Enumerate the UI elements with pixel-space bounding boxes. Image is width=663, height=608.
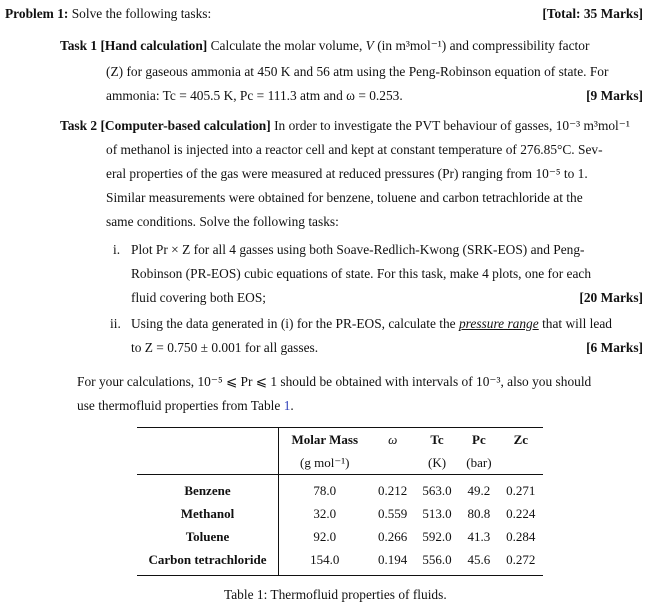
header-zc: Zc bbox=[513, 432, 529, 447]
task2-line2: of methanol is injected into a reactor cell and kept at constant temperature of 276.85°C. Sev- bbox=[106, 142, 603, 157]
header-omega: ω bbox=[388, 432, 398, 447]
task1-marks: [9 Marks] bbox=[586, 88, 643, 103]
cell-omega: 0.266 bbox=[378, 529, 408, 544]
header-molar-mass: Molar Mass bbox=[291, 432, 359, 447]
problem-header bbox=[5, 2, 211, 26]
item1-marks: [20 Marks] bbox=[579, 290, 643, 305]
item2-marks: [6 Marks] bbox=[586, 340, 643, 355]
cell-pc: 41.3 bbox=[467, 529, 491, 544]
task1-line1 bbox=[60, 34, 589, 58]
unit-zc bbox=[499, 451, 543, 475]
note-line2 bbox=[77, 394, 294, 418]
task1-text-b: and compressibility factor bbox=[449, 38, 590, 53]
table-corner bbox=[137, 428, 279, 452]
cell-tc: 563.0 bbox=[422, 483, 452, 498]
task1-text-a: Calculate the molar volume, bbox=[210, 38, 363, 53]
problem-text: Solve the following tasks: bbox=[71, 6, 212, 21]
row-name: Methanol bbox=[137, 502, 279, 525]
item1-line3: fluid covering both EOS; bbox=[131, 290, 267, 305]
item2-text-a: Using the data generated in (i) for the PR-EOS, calculate the bbox=[131, 316, 456, 331]
row-name: Toluene bbox=[137, 525, 279, 548]
item1-number: i. bbox=[113, 242, 121, 257]
total-marks: [Total: 35 Marks] bbox=[542, 6, 643, 21]
cell-omega: 0.194 bbox=[378, 552, 408, 567]
task1-unit: (in m³mol⁻¹) bbox=[377, 38, 447, 53]
task1-label: Task 1 bbox=[60, 38, 98, 53]
task1-line3: ammonia: Tc = 405.5 K, Pc = 111.3 atm and ω = 0.253. bbox=[106, 88, 403, 103]
cell-tc: 592.0 bbox=[422, 529, 452, 544]
thermofluid-table bbox=[137, 427, 543, 576]
item2-text-b: that will lead bbox=[542, 316, 612, 331]
cell-molar-mass: 154.0 bbox=[310, 552, 340, 567]
unit-molar-mass: (g mol⁻¹) bbox=[279, 451, 371, 475]
task2-label: Task 2 bbox=[60, 118, 98, 133]
table-row bbox=[137, 525, 543, 548]
cell-zc: 0.271 bbox=[506, 483, 536, 498]
note-period: . bbox=[290, 398, 294, 413]
item2-line2: to Z = 0.750 ± 0.001 for all gasses. bbox=[131, 340, 319, 355]
cell-molar-mass: 32.0 bbox=[313, 506, 337, 521]
cell-zc: 0.272 bbox=[506, 552, 536, 567]
task1-line2: (Z) for gaseous ammonia at 450 K and 56 atm using the Peng-Robinson equation of state. For bbox=[106, 64, 609, 79]
cell-tc: 556.0 bbox=[422, 552, 452, 567]
task2-text-1: In order to investigate the PVT behaviour of gasses, 10⁻³ m³mol⁻¹ bbox=[274, 118, 630, 133]
unit-tc: (K) bbox=[415, 451, 459, 475]
cell-pc: 49.2 bbox=[467, 483, 491, 498]
task2-line3: eral properties of the gas were measured at reduced pressures (Pr) ranging from 10⁻⁵ to 1. bbox=[106, 166, 588, 181]
task2-line1 bbox=[60, 114, 630, 138]
cell-molar-mass: 92.0 bbox=[313, 529, 337, 544]
table-header-row bbox=[137, 428, 543, 452]
problem-label: Problem 1: bbox=[5, 6, 69, 21]
task2-line4: Similar measurements were obtained for benzene, toluene and carbon tetrachloride at the bbox=[106, 190, 583, 205]
cell-pc: 45.6 bbox=[467, 552, 491, 567]
item1-line2: Robinson (PR-EOS) cubic equations of state. For this task, make 4 plots, one for each bbox=[131, 266, 592, 281]
item2-pressure-range: pressure range bbox=[458, 316, 539, 331]
note-line1: For your calculations, 10⁻⁵ ⩽ Pr ⩽ 1 should be obtained with intervals of 10⁻³, also you should bbox=[77, 374, 592, 389]
cell-omega: 0.212 bbox=[378, 483, 408, 498]
note-text: use thermofluid properties from Table bbox=[77, 398, 281, 413]
cell-tc: 513.0 bbox=[422, 506, 452, 521]
table-units-row bbox=[137, 451, 543, 475]
cell-omega: 0.559 bbox=[378, 506, 408, 521]
row-name: Carbon tetrachloride bbox=[137, 548, 279, 576]
table-row bbox=[137, 475, 543, 503]
table-row bbox=[137, 548, 543, 576]
table-row bbox=[137, 502, 543, 525]
table-reference-link[interactable]: 1 bbox=[283, 398, 291, 413]
cell-zc: 0.284 bbox=[506, 529, 536, 544]
task2-line5: same conditions. Solve the following tasks: bbox=[106, 214, 339, 229]
task1-var-v: V bbox=[365, 38, 374, 53]
task1-title: [Hand calculation] bbox=[100, 38, 208, 53]
item2-line1 bbox=[131, 312, 612, 336]
header-pc: Pc bbox=[472, 432, 486, 447]
cell-molar-mass: 78.0 bbox=[313, 483, 337, 498]
cell-pc: 80.8 bbox=[467, 506, 491, 521]
table-caption: Table 1: Thermofluid properties of fluids. bbox=[224, 587, 447, 602]
units-corner bbox=[137, 451, 279, 475]
cell-zc: 0.224 bbox=[506, 506, 536, 521]
unit-pc: (bar) bbox=[459, 451, 498, 475]
row-name: Benzene bbox=[137, 475, 279, 503]
header-tc: Tc bbox=[430, 432, 444, 447]
item1-line1: Plot Pr × Z for all 4 gasses using both Soave-Redlich-Kwong (SRK-EOS) and Peng- bbox=[131, 242, 585, 257]
item2-number: ii. bbox=[110, 316, 121, 331]
unit-omega bbox=[370, 451, 414, 475]
task2-title: [Computer-based calculation] bbox=[100, 118, 271, 133]
